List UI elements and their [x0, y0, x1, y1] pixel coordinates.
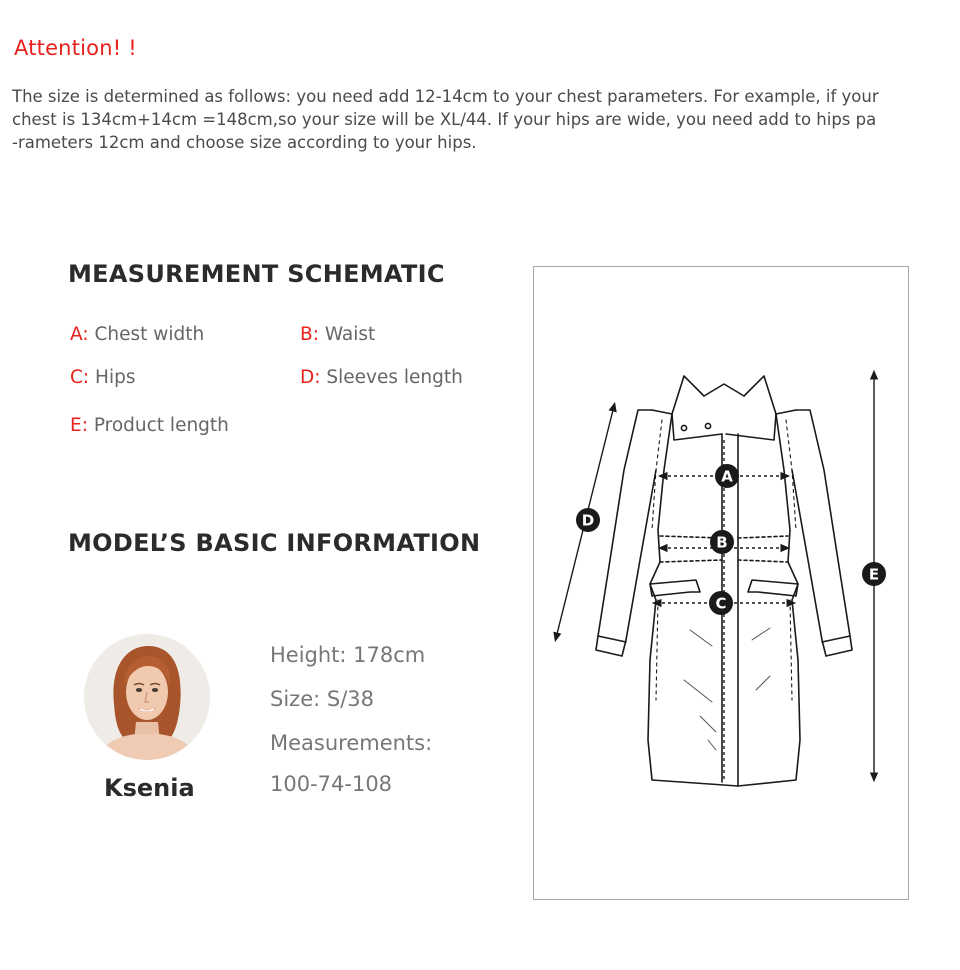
coat-right-pocket	[748, 580, 798, 596]
coat-left-sleeve	[596, 410, 656, 656]
legend-key: B:	[300, 324, 319, 345]
measurement-schematic-heading: MEASUREMENT SCHEMATIC	[68, 260, 445, 288]
legend-label: Waist	[324, 324, 376, 345]
coat-collar	[672, 376, 776, 414]
marker-badge-c	[709, 591, 733, 615]
size-note-line: chest is 134cm+14cm =148cm,so your size will be XL/44. If your hips are wide, you need add to hips pa	[12, 110, 877, 129]
marker-badge-d	[576, 508, 600, 532]
legend-label: Product length	[93, 415, 229, 436]
legend-key: C:	[70, 367, 90, 388]
marker-badge-b	[710, 530, 734, 554]
marker-letter: B	[716, 533, 728, 552]
marker-letter: A	[721, 467, 733, 486]
legend-key: A:	[70, 324, 89, 345]
legend-label: Chest width	[94, 324, 205, 345]
model-name: Ksenia	[104, 774, 195, 802]
marker-letter: E	[868, 565, 880, 584]
model-measurements-label: Measurements:	[270, 731, 433, 755]
coat-left-pocket	[650, 580, 700, 596]
size-note-line: -rameters 12cm and choose size according to your hips.	[12, 133, 477, 152]
model-height: Height: 178cm	[270, 643, 426, 667]
coat-right-sleeve	[792, 410, 852, 656]
legend-key: E:	[70, 415, 88, 436]
marker-letter: C	[715, 594, 727, 613]
legend-key: D:	[300, 367, 321, 388]
model-measurements-value: 100-74-108	[270, 772, 393, 796]
marker-letter: D	[581, 511, 595, 530]
attention-title: Attention! !	[14, 36, 137, 60]
legend-label: Hips	[95, 367, 136, 388]
model-size: Size: S/38	[270, 687, 374, 711]
coat-body-right	[738, 410, 800, 786]
size-note-line: The size is determined as follows: you need add 12-14cm to your chest parameters. For example, if your	[12, 87, 879, 106]
model-info-heading: MODEL’S BASIC INFORMATION	[68, 529, 481, 557]
legend-label: Sleeves length	[326, 367, 463, 388]
marker-badge-e	[862, 562, 886, 586]
marker-badge-a	[715, 464, 739, 488]
